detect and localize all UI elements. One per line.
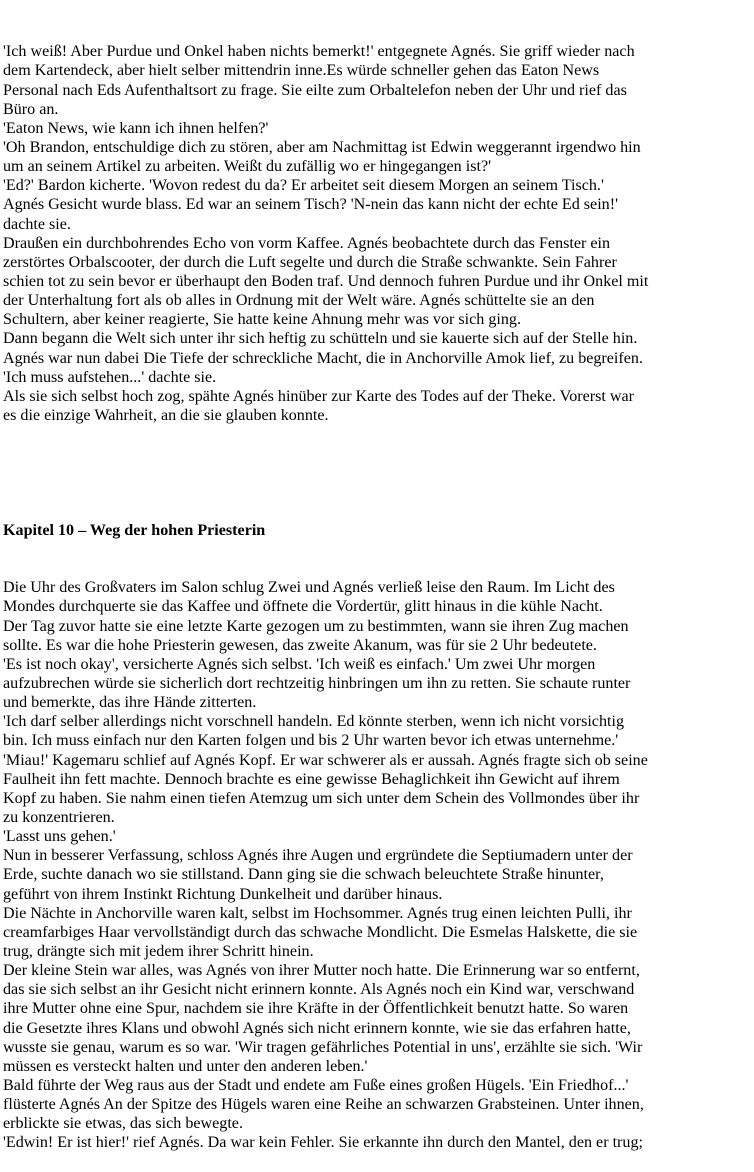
text-line: Nun in besserer Verfassung, schloss Agnés ihre Augen und ergründete die Septiumadern unter der [3, 847, 633, 865]
text-line: Draußen ein durchbohrendes Echo von vorm Kaffee. Agnés beobachtete durch das Fenster ein [3, 234, 611, 252]
text-line: 'Ich muss aufstehen...' dachte sie. [3, 368, 217, 386]
text-line: erblickte sie etwas, das sich bewegte. [3, 1115, 243, 1133]
text-line: um an seinem Artikel zu arbeiten. Weißt du zufällig wo er hingegangen ist?' [3, 158, 491, 176]
text-line: müssen es versteckt halten und unter den anderen leben.' [3, 1057, 368, 1075]
story-section-2 [3, 578, 751, 1152]
text-line: ihre Mutter ohne eine Spur, nachdem sie ihre Kräfte in der Öffentlichkeit benutzt hatte. So waren [3, 1000, 629, 1018]
text-line: aufzubrechen würde sie sicherlich dort rechtzeitig hinbringen um ihn zu retten. Sie schaute runter [3, 675, 631, 693]
text-line: Personal nach Eds Aufenthaltsort zu frage. Sie eilte zum Orbaltelefon neben der Uhr und rief das [3, 81, 627, 99]
text-line: 'Ed?' Bardon kicherte. 'Wovon redest du da? Er arbeitet seit diesem Morgen an seinem Tisch.' [3, 177, 604, 195]
story-section-1 [3, 42, 751, 425]
text-line: und bemerkte, das ihre Hände zitterten. [3, 694, 257, 712]
text-line: Als sie sich selbst hoch zog, spähte Agnés hinüber zur Karte des Todes auf der Theke. Vorerst war [3, 387, 634, 405]
text-line: zu konzentrieren. [3, 809, 115, 827]
text-line: Bald führte der Weg raus aus der Stadt und endete am Fuße eines großen Hügels. 'Ein Friedhof...' [3, 1077, 629, 1094]
text-line: Mondes durchquerte sie das Kaffee und öffnete die Vordertür, glitt hinaus in die kühle Nacht. [3, 598, 603, 616]
text-line: Büro an. [3, 100, 59, 118]
text-line: zerstörtes Orbalscooter, der durch die Luft segelte und durch die Straße schwankte. Sein Fahrer [3, 253, 617, 271]
text-line: geführt von ihrem Instinkt Richtung Dunkelheit und darüber hinaus. [3, 885, 443, 903]
text-line: dachte sie. [3, 215, 71, 233]
text-line: der Unterhaltung fort als ob alles in Ordnung mit der Welt wäre. Agnés schüttelte sie an den [3, 292, 595, 310]
text-line: Die Uhr des Großvaters im Salon schlug Zwei und Agnés verließ leise den Raum. Im Licht des [3, 579, 615, 597]
text-line: das sie sich selbst an ihr Gesicht nicht erinnern konnte. Als Agnés noch ein Kind war, verschwand [3, 981, 635, 999]
text-line: es die einzige Wahrheit, an die sie glauben konnte. [3, 406, 329, 424]
text-line: 'Edwin! Er ist hier!' rief Agnés. Da war kein Fehler. Sie erkannte ihn durch den Mantel, den er trug; [3, 1134, 643, 1152]
text-line: 'Oh Brandon, entschuldige dich zu stören, aber am Nachmittag ist Edwin weggerannt irgendwo hin [3, 139, 641, 157]
text-line: 'Ich darf selber allerdings nicht vorschnell handeln. Ed könnte sterben, wenn ich nicht vorsichtig [3, 713, 624, 731]
text-line: Die Nächte in Anchorville waren kalt, selbst im Hochsommer. Agnés trug einen leichten Pulli, ihr [3, 904, 632, 922]
text-line: flüsterte Agnés An der Spitze des Hügels waren eine Reihe an schwarzen Grabsteinen. Unter ihnen, [3, 1096, 644, 1114]
text-line: Faulheit ihn fett machte. Dennoch brachte es eine gewisse Behaglichkeit ihn Gewicht auf ihrem [3, 770, 620, 788]
text-line: 'Es ist noch okay', versicherte Agnés sich selbst. 'Ich weiß es einfach.' Um zwei Uhr morgen [3, 655, 596, 673]
chapter-heading: Kapitel 10 – Weg der hohen Priesterin [3, 521, 266, 539]
text-line: bin. Ich muss einfach nur den Karten folgen und bis 2 Uhr warten bevor ich etwas unternehme.' [3, 732, 619, 750]
text-line: die Gesetzte ihres Klans und obwohl Agnés sich nicht erinnern konnte, wie sie das erfahren hatte, [3, 1019, 631, 1037]
text-line: 'Miau!' Kagemaru schlief auf Agnés Kopf. Er war schwerer als er aussah. Agnés fragte sich ob seine [3, 751, 648, 769]
text-line: Schultern, aber keiner reagierte, Sie hatte keine Ahnung mehr was vor sich ging. [3, 311, 521, 329]
text-line: Der Tag zuvor hatte sie eine letzte Karte gezogen um zu bestimmten, wann sie ihren Zug machen [3, 617, 629, 635]
text-line: 'Lasst uns gehen.' [3, 828, 116, 846]
document-page [3, 4, 751, 1172]
blank-line [3, 463, 751, 482]
text-line: Agnés Gesicht wurde blass. Ed war an seinem Tisch? 'N-nein das kann nicht der echte Ed sein!' [3, 196, 618, 214]
text-line: wusste sie genau, warum es so war. 'Wir tragen gefährliches Potential in uns', erzählte sie sich. 'Wir [3, 1038, 643, 1056]
text-line: 'Eaton News, wie kann ich ihnen helfen?' [3, 119, 269, 137]
text-line: trug, drängte sich mit jedem ihrer Schritt hinein. [3, 943, 314, 961]
text-line: Agnés war nun dabei Die Tiefe der schreckliche Macht, die in Anchorville Amok lief, zu begreifen. [3, 349, 643, 367]
text-line: 'Ich weiß! Aber Purdue und Onkel haben nichts bemerkt!' entgegnete Agnés. Sie griff wieder nach [3, 43, 635, 61]
text-line: Erde, suchte danach wo sie stillstand. Dann ging sie die schwach beleuchtete Straße hinunter, [3, 866, 604, 884]
text-line: schien tot zu sein bevor er überhaupt den Boden traf. Und dennoch fuhren Purdue und ihr Onkel mit [3, 273, 649, 290]
text-line: Der kleine Stein war alles, was Agnés von ihrer Mutter noch hatte. Die Erinnerung war so entfernt, [3, 962, 640, 980]
text-line: dem Kartendeck, aber hielt selber mittendrin inne.Es würde schneller gehen das Eaton News [3, 62, 600, 80]
text-line: Dann begann die Welt sich unter ihr sich heftig zu schütteln und sie kauerte sich auf der Stelle hin. [3, 330, 638, 348]
text-line: Kopf zu haben. Sie nahm einen tiefen Atemzug um sich unter dem Schein des Vollmondes über ihr [3, 789, 640, 807]
text-line: creamfarbiges Haar vervollständigt durch das schwache Mondlicht. Die Esmelas Halskette, die sie [3, 923, 638, 941]
text-line: sollte. Es war die hohe Priesterin gewesen, das zweite Akanum, was für sie 2 Uhr bedeutete. [3, 636, 597, 654]
